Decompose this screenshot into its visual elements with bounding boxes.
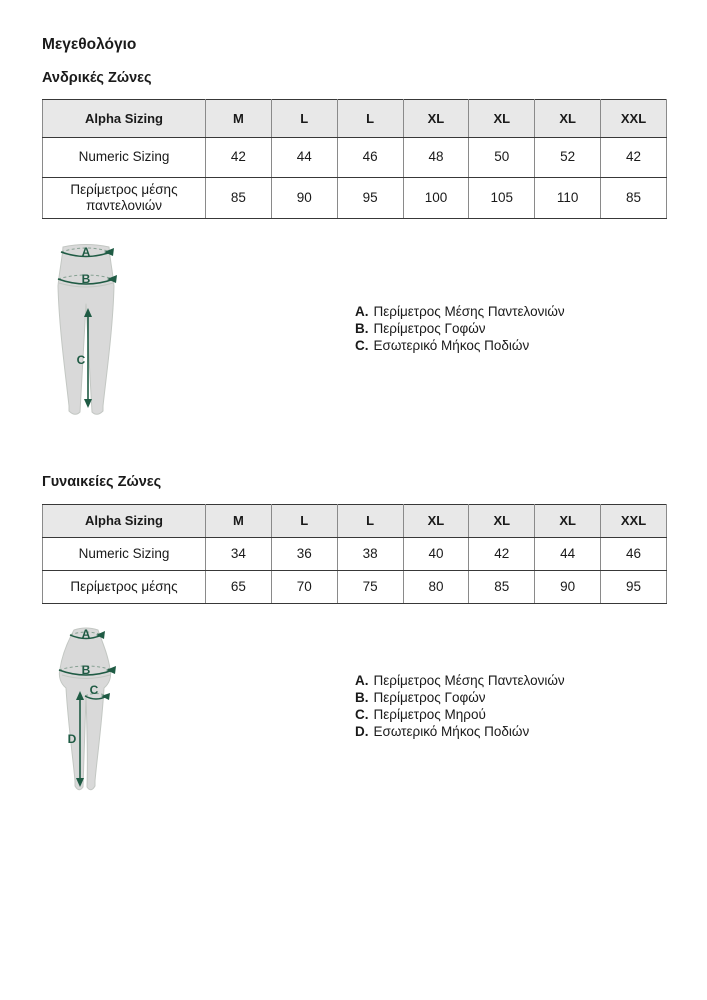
legend-item [355, 706, 565, 723]
men-label-a: A [81, 245, 91, 259]
table-cell: 100 [403, 178, 469, 219]
table-row [43, 138, 667, 178]
table-header-cell: XL [469, 100, 535, 138]
table-header-label: Alpha Sizing [43, 505, 206, 538]
table-cell: 95 [601, 571, 667, 604]
legend-item [355, 723, 565, 740]
table-cell: 34 [206, 538, 272, 571]
women-label-b: B [81, 663, 91, 677]
legend-key: C. [355, 707, 369, 722]
legend-text: Περίμετρος Μηρού [373, 707, 486, 722]
legend-item [355, 689, 565, 706]
legend-key: A. [355, 304, 369, 319]
table-cell: 48 [403, 138, 469, 178]
table-cell: 44 [271, 138, 337, 178]
legend-text: Περίμετρος Μέσης Παντελονιών [373, 673, 565, 688]
table-cell: 42 [206, 138, 272, 178]
table-header-cell: XL [535, 505, 601, 538]
table-row [43, 571, 667, 604]
legend-text: Εσωτερικό Μήκος Ποδιών [373, 338, 530, 353]
legend-key: C. [355, 338, 369, 353]
table-cell: 110 [535, 178, 601, 219]
table-cell: 44 [535, 538, 601, 571]
legend-key: D. [355, 724, 369, 739]
legend-key: A. [355, 673, 369, 688]
table-row-label: Numeric Sizing [43, 538, 206, 571]
table-row [43, 178, 667, 219]
legend-key: B. [355, 321, 369, 336]
page-title: Μεγεθολόγιο [42, 36, 137, 53]
men-sizing-table [42, 99, 667, 219]
table-cell: 90 [535, 571, 601, 604]
women-label-c: C [89, 683, 99, 697]
table-cell: 36 [271, 538, 337, 571]
table-row-label: Περίμετρος μέσης [43, 571, 206, 604]
table-header-cell: XL [403, 505, 469, 538]
women-pants-diagram [36, 623, 146, 795]
legend-item [355, 337, 565, 354]
table-cell: 38 [337, 538, 403, 571]
table-header-cell: XXL [601, 100, 667, 138]
women-sizing-table [42, 504, 667, 604]
table-cell: 75 [337, 571, 403, 604]
table-cell: 105 [469, 178, 535, 219]
table-header-cell: L [271, 100, 337, 138]
table-cell: 85 [206, 178, 272, 219]
men-pants-diagram [34, 238, 138, 416]
table-header-cell: L [337, 505, 403, 538]
table-header-cell: XXL [601, 505, 667, 538]
legend-item [355, 672, 565, 689]
table-cell: 46 [337, 138, 403, 178]
legend-text: Εσωτερικό Μήκος Ποδιών [373, 724, 530, 739]
table-header-label: Alpha Sizing [43, 100, 206, 138]
table-header-cell: L [271, 505, 337, 538]
table-cell: 70 [271, 571, 337, 604]
table-header-row [43, 100, 667, 138]
table-cell: 42 [469, 538, 535, 571]
women-label-a: A [81, 627, 91, 641]
table-header-cell: M [206, 505, 272, 538]
legend-men [355, 303, 565, 354]
legend-text: Περίμετρος Γοφών [373, 690, 486, 705]
table-cell: 85 [601, 178, 667, 219]
legend-key: B. [355, 690, 369, 705]
table-header-cell: M [206, 100, 272, 138]
table-cell: 85 [469, 571, 535, 604]
legend-women [355, 672, 565, 740]
leggings-silhouette [59, 628, 110, 790]
table-row-label: Περίμετρος μέσης παντελονιών [43, 178, 206, 219]
table-header-row [43, 505, 667, 538]
table-cell: 95 [337, 178, 403, 219]
table-header-cell: XL [469, 505, 535, 538]
table-cell: 90 [271, 178, 337, 219]
table-row [43, 538, 667, 571]
section-heading-men: Ανδρικές Ζώνες [42, 70, 152, 86]
table-header-cell: XL [535, 100, 601, 138]
men-label-b: B [81, 272, 91, 286]
legend-item [355, 303, 565, 320]
legend-text: Περίμετρος Γοφών [373, 321, 486, 336]
legend-text: Περίμετρος Μέσης Παντελονιών [373, 304, 565, 319]
table-header-cell: L [337, 100, 403, 138]
legend-item [355, 320, 565, 337]
table-cell: 42 [601, 138, 667, 178]
table-row-label: Numeric Sizing [43, 138, 206, 178]
women-label-d: D [67, 732, 77, 746]
pants-silhouette [58, 245, 114, 415]
inseam-arrowhead-bottom-icon [84, 399, 92, 408]
table-cell: 46 [601, 538, 667, 571]
table-cell: 80 [403, 571, 469, 604]
table-header-cell: XL [403, 100, 469, 138]
men-label-c: C [76, 353, 86, 367]
section-heading-women: Γυναικείες Ζώνες [42, 474, 162, 490]
table-cell: 52 [535, 138, 601, 178]
table-cell: 40 [403, 538, 469, 571]
table-cell: 50 [469, 138, 535, 178]
table-cell: 65 [206, 571, 272, 604]
